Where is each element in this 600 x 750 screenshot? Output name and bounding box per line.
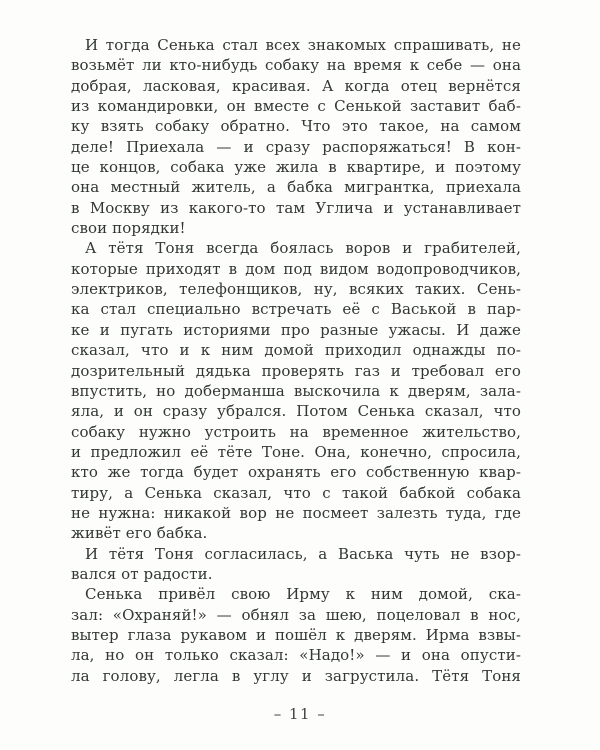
text-line: она местный житель, а бабка мигрантка, приехала bbox=[71, 178, 521, 197]
text-line: не нужна: никакой вор не посмеет залезть туда, где bbox=[71, 503, 521, 522]
text-line: ла, но он только сказал: «Надо!» — и она опусти- bbox=[71, 646, 521, 665]
paragraph bbox=[71, 544, 521, 585]
text-line: И тётя Тоня согласилась, а Васька чуть не взор- bbox=[85, 544, 521, 563]
text-line: ку взять собаку обратно. Что это такое, на самом bbox=[71, 117, 521, 136]
paragraph bbox=[71, 584, 521, 686]
text-line: дозрительный дядька проверять газ и требовал его bbox=[71, 361, 521, 380]
text-block bbox=[71, 35, 521, 686]
text-line: зал: «Охраняй!» — обнял за шею, поцеловал в нос, bbox=[71, 605, 521, 624]
text-line: в Москву из какого-то там Углича и устанавливает bbox=[71, 198, 521, 217]
text-line: собаку нужно устроить на временное жительство, bbox=[71, 422, 521, 441]
text-line: впустить, но доберманша выскочила к дверям, зала- bbox=[71, 381, 521, 400]
text-line: электриков, телефонщиков, ну, всяких таких. Сень- bbox=[71, 280, 521, 299]
text-line: кто же тогда будет охранять его собственную квар- bbox=[71, 463, 521, 482]
text-line: которые приходят в дом под видом водопроводчиков, bbox=[71, 259, 521, 278]
text-line: ка стал специально встречать её с Васькой в пар- bbox=[71, 300, 521, 319]
text-line: ке и пугать историями про разные ужасы. И даже bbox=[71, 320, 521, 339]
text-line: вался от радости. bbox=[71, 564, 213, 583]
text-line: свои порядки! bbox=[71, 219, 186, 238]
text-line: возьмёт ли кто-нибудь собаку на время к себе — она bbox=[71, 56, 521, 75]
page-number: – 11 – bbox=[273, 705, 327, 723]
text-line: из командировки, он вместе с Сенькой заставит баб- bbox=[71, 97, 521, 116]
text-line: добрая, ласковая, красивая. А когда отец вернётся bbox=[71, 76, 521, 95]
text-line: ла голову, легла в углу и загрустила. Тётя Тоня bbox=[71, 666, 521, 685]
text-line: и предложил её тёте Тоне. Она, конечно, спросила, bbox=[71, 442, 521, 461]
text-line: деле! Приехала — и сразу распоряжаться! В кон- bbox=[71, 137, 521, 156]
paragraph bbox=[71, 35, 521, 238]
text-line: вытер глаза рукавом и пошёл к дверям. Ирма взвы- bbox=[71, 625, 521, 644]
text-line: тиру, а Сенька сказал, что с такой бабкой собака bbox=[71, 483, 521, 502]
text-line: яла, и он сразу убрался. Потом Сенька сказал, что bbox=[71, 402, 521, 421]
text-line: Сенька привёл свою Ирму к ним домой, ска- bbox=[85, 585, 521, 604]
text-line: це концов, собака уже жила в квартире, и поэтому bbox=[71, 158, 521, 177]
text-line: А тётя Тоня всегда боялась воров и грабителей, bbox=[85, 239, 521, 258]
text-line: живёт его бабка. bbox=[71, 524, 208, 543]
text-line: И тогда Сенька стал всех знакомых спрашивать, не bbox=[85, 36, 521, 54]
text-line: сказал, что и к ним домой приходил однажды по- bbox=[71, 341, 521, 360]
paragraph bbox=[71, 238, 521, 543]
